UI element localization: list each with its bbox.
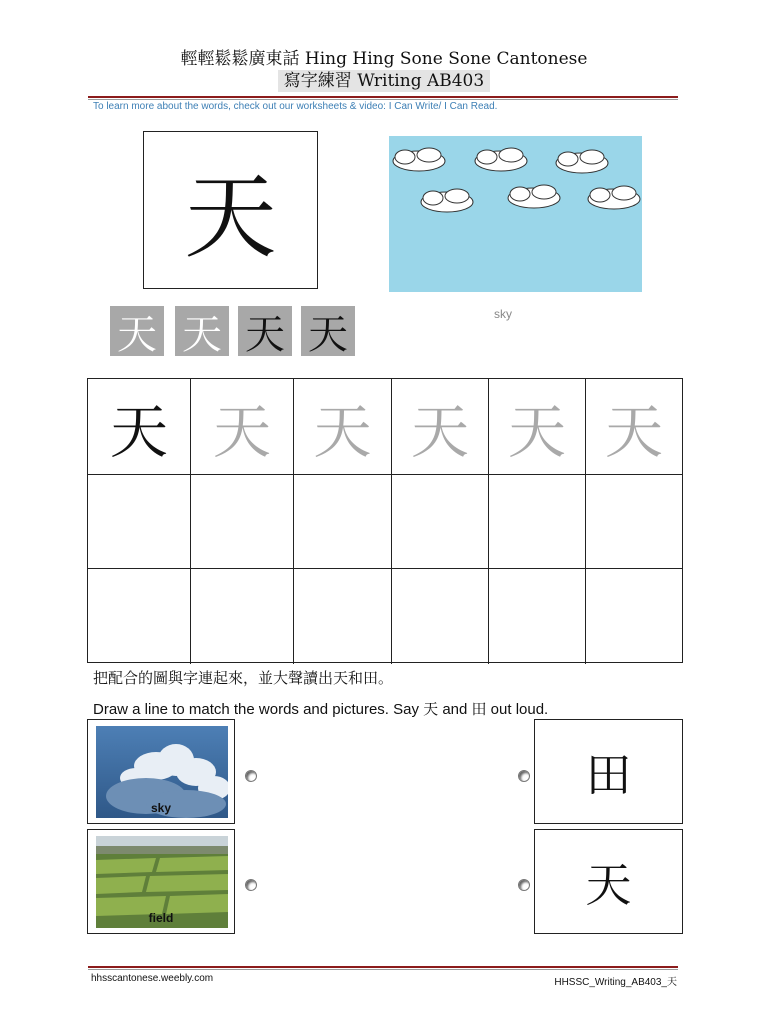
trace-cell[interactable] — [489, 379, 586, 474]
trace-character: 天 — [410, 397, 469, 466]
footer-rule — [88, 966, 678, 968]
trace-character: 天 — [507, 397, 566, 466]
match-character: 田 — [585, 747, 632, 802]
instruction-english: Draw a line to match the words and pictures. Say 天 and 田 out loud. — [93, 701, 549, 718]
blank-cell[interactable] — [191, 475, 294, 570]
picture-card-field[interactable] — [87, 829, 235, 934]
blank-cell[interactable] — [294, 569, 392, 664]
cloud-icon — [508, 185, 560, 208]
cloud-icon — [475, 148, 527, 171]
trace-cell[interactable] — [191, 379, 294, 474]
header-rule-thin — [88, 99, 678, 100]
blank-cell[interactable] — [586, 569, 682, 664]
match-dot-right[interactable] — [518, 879, 530, 891]
cloud-icon — [421, 189, 473, 212]
trace-cell[interactable] — [392, 379, 489, 474]
trace-character: 天 — [604, 397, 663, 466]
blank-cell[interactable] — [191, 569, 294, 664]
trace-character: 天 — [313, 397, 372, 466]
header-rule — [88, 96, 678, 98]
stroke-step-3 — [238, 306, 292, 356]
footer-rule-thin — [88, 969, 678, 970]
main-character: 天 — [184, 164, 277, 271]
stroke-step-char: 天 — [117, 311, 157, 358]
blank-cell[interactable] — [88, 475, 191, 570]
stroke-step-1 — [110, 306, 164, 356]
picture-caption: sky — [494, 307, 512, 321]
cloud-icon — [393, 148, 445, 171]
blank-cell[interactable] — [88, 569, 191, 664]
blank-row — [88, 474, 682, 570]
blank-cell[interactable] — [489, 475, 586, 570]
picture-label: field — [148, 911, 174, 925]
title-chinese: 輕輕鬆鬆廣東話 — [180, 49, 300, 69]
instruction-chinese: 把配合的圖與字連起來，並大聲讀出天和田。 — [93, 669, 394, 687]
stroke-step-2 — [175, 306, 229, 356]
subtitle-wrap — [0, 70, 768, 92]
sky-picture — [389, 136, 642, 292]
learn-more-link[interactable]: To learn more about the words, check out our worksheets & video: I Can Write/ I Can Read. — [93, 101, 498, 112]
match-dot-right[interactable] — [518, 770, 530, 782]
trace-character: 天 — [212, 397, 271, 466]
title-english: Hing Hing Sone Sone Cantonese — [304, 49, 588, 69]
stroke-step-char: 天 — [182, 311, 222, 358]
model-cell — [88, 379, 191, 474]
character-card-field[interactable] — [534, 719, 683, 824]
trace-cell[interactable] — [586, 379, 682, 474]
picture-card-sky[interactable] — [87, 719, 235, 824]
cloud-illustration — [389, 136, 642, 292]
blank-cell[interactable] — [392, 475, 489, 570]
match-dot-left[interactable] — [245, 770, 257, 782]
cloud-icon — [588, 186, 640, 209]
blank-cell[interactable] — [586, 475, 682, 570]
footer-code: HHSSC_Writing_AB403_天 — [554, 977, 677, 988]
main-character-card — [143, 131, 318, 289]
trace-cell[interactable] — [294, 379, 392, 474]
practice-grid — [87, 378, 683, 663]
match-character: 天 — [585, 857, 632, 912]
cloud-icon — [556, 150, 608, 173]
stroke-step-4 — [301, 306, 355, 356]
page-title — [0, 44, 768, 69]
stroke-step-char: 天 — [245, 311, 285, 358]
blank-cell[interactable] — [294, 475, 392, 570]
blank-row — [88, 568, 682, 664]
character-card-sky[interactable] — [534, 829, 683, 934]
blank-cell[interactable] — [489, 569, 586, 664]
blank-cell[interactable] — [392, 569, 489, 664]
footer-website[interactable]: hhsscantonese.weebly.com — [91, 973, 214, 984]
stroke-step-char: 天 — [308, 311, 348, 358]
model-row — [88, 379, 682, 474]
model-character: 天 — [109, 397, 168, 466]
picture-label: sky — [150, 801, 172, 815]
worksheet-subtitle: 寫字練習 Writing AB403 — [278, 70, 490, 92]
match-dot-left[interactable] — [245, 879, 257, 891]
